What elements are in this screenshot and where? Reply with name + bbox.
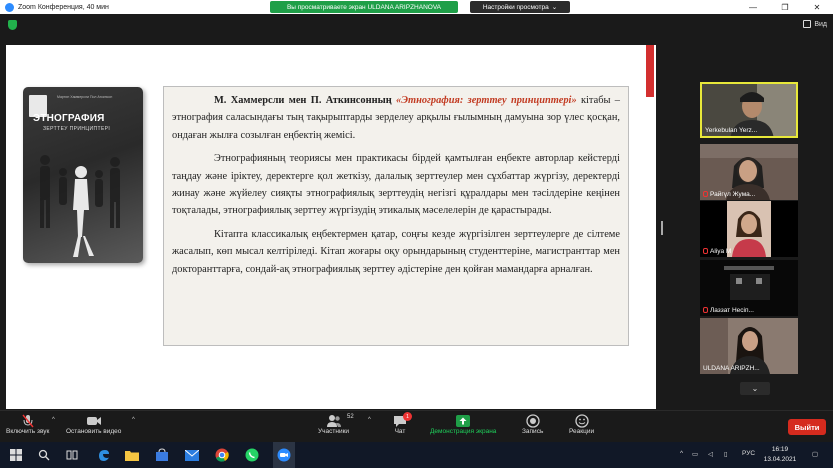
reactions-label: Реакции xyxy=(569,428,595,435)
chat-unread-badge: 1 xyxy=(403,412,412,421)
task-view-icon[interactable] xyxy=(64,447,80,463)
screen-share-banner: Вы просматриваете экран ULDANA ARIPZHANOVA xyxy=(270,1,458,13)
gallery-scroll-down-button[interactable] xyxy=(740,382,770,395)
whatsapp-icon[interactable] xyxy=(244,447,260,463)
participant-name: Лаззат Несіп... xyxy=(710,307,754,314)
stop-video-label: Остановить видео xyxy=(66,428,122,435)
meeting-toolbar xyxy=(0,410,833,442)
participant-tile[interactable] xyxy=(700,318,798,374)
record-button[interactable] xyxy=(522,414,543,435)
view-button-label: Вид xyxy=(814,20,827,28)
file-explorer-icon[interactable] xyxy=(124,447,140,463)
view-options-button[interactable] xyxy=(470,1,570,13)
share-screen-button[interactable] xyxy=(430,414,496,435)
meeting-top-strip xyxy=(0,14,833,36)
share-screen-icon xyxy=(456,414,470,428)
unmute-button[interactable] xyxy=(6,414,49,435)
participant-name: Aliya M xyxy=(710,248,732,255)
microphone-muted-icon xyxy=(21,414,35,428)
store-icon[interactable] xyxy=(154,447,170,463)
participant-tile[interactable] xyxy=(700,82,798,138)
muted-mic-icon xyxy=(703,248,708,254)
clock[interactable] xyxy=(760,445,800,465)
battery-icon[interactable]: ▯ xyxy=(724,451,728,458)
participants-label: Участники xyxy=(318,428,350,435)
title-bar xyxy=(0,0,833,14)
muted-mic-icon xyxy=(703,307,708,313)
edge-browser-icon[interactable] xyxy=(96,447,112,463)
security-shield-icon[interactable] xyxy=(8,20,17,30)
chevron-down-icon: ⌄ xyxy=(751,384,759,393)
book-title: ЭТНОГРАФИЯ xyxy=(33,113,105,124)
chat-label: Чат xyxy=(394,428,406,435)
window-title: Zoom Конференция, 40 мин xyxy=(18,3,109,11)
close-button[interactable]: ✕ xyxy=(813,2,821,12)
slide-red-accent xyxy=(646,45,654,97)
book-title-quote: «Этнография: зерттеу принциптері» xyxy=(396,95,577,106)
grid-view-icon xyxy=(803,20,811,28)
book-authors: Мартин Хаммерсли Пол Аткинсон xyxy=(57,95,113,99)
volume-icon[interactable]: ◁ xyxy=(708,451,713,458)
participants-options-caret[interactable]: ^ xyxy=(368,417,371,423)
participants-count: 52 xyxy=(347,414,354,420)
participant-name-muted xyxy=(703,248,731,255)
chrome-icon[interactable] xyxy=(214,447,230,463)
clock-time: 16:19 xyxy=(771,446,789,453)
window-controls xyxy=(737,0,833,14)
mail-icon[interactable] xyxy=(184,447,200,463)
muted-mic-icon xyxy=(703,191,708,197)
paragraph-3: Кітапта классикалық еңбектермен қатар, соңғы кезде жүргізілген зерттеулерге де сілтеме жасалып, көп мысал келтіріледі. Кітап жоғары оқу орындарының студенттеріне, магистранттар мен докторанттарға, сондай-ақ этнографиялық зерттеу әдістеріне ден қойған мамандарға арналған. xyxy=(172,228,620,275)
zoom-logo-icon xyxy=(5,3,14,12)
search-icon[interactable] xyxy=(36,447,52,463)
windows-start-icon[interactable] xyxy=(8,447,24,463)
smiley-icon xyxy=(575,414,589,428)
leave-meeting-button[interactable]: Выйти xyxy=(788,419,826,435)
paragraph-1-rest: кітабы – этнография саласындағы тың тақырыптарды зерделеу арқылы ғылымның дамуына зор үлес қосқан, ондаған жылға созылған еңбектің жемісі. xyxy=(172,95,620,141)
unmute-label: Включить звук xyxy=(6,428,50,435)
participant-name-muted xyxy=(703,191,755,198)
participant-name: Yerkebulan Yerz... xyxy=(705,127,758,134)
participant-tile[interactable] xyxy=(700,144,798,200)
view-button[interactable] xyxy=(803,20,827,28)
windows-taskbar xyxy=(0,442,833,468)
video-options-caret[interactable]: ^ xyxy=(132,417,135,423)
tray-chevron-icon[interactable]: ^ xyxy=(680,450,684,457)
walking-figures-illustration xyxy=(23,142,143,263)
paragraph-2: Этнографияның теориясы мен практикасы бірдей қамтылған еңбекте авторлар кейстерді таңдау және іріктеу, деректерге қол жеткізу, далалық зерттеулер мен сұхбаттар жүргізу, деректерді жинау және жүйелеу сияқты этнографиялық зерттеудің негізгі құралдары мен тәсілдеріне кеңінен тоқталады, этнографиялық зерттеу жүргізудің этикалық мәселелерін де қарастырады. xyxy=(172,153,620,217)
panel-resize-handle[interactable] xyxy=(661,221,663,235)
video-camera-icon xyxy=(86,414,102,428)
participant-tile[interactable] xyxy=(700,201,798,257)
participant-name: Райгүл Жума... xyxy=(710,191,756,198)
participant-name-muted xyxy=(703,307,754,314)
input-language[interactable]: РУС xyxy=(742,450,756,457)
participant-tile[interactable] xyxy=(700,260,798,316)
clock-date: 13.04.2021 xyxy=(763,456,797,463)
book-cover xyxy=(23,87,143,263)
notifications-icon[interactable]: ▢ xyxy=(812,451,819,458)
book-subtitle: ЗЕРТТЕУ ПРИНЦИПТЕРІ xyxy=(43,126,111,132)
minimize-button[interactable]: — xyxy=(749,2,757,12)
participants-button[interactable] xyxy=(318,414,349,435)
slide-text-box xyxy=(163,86,629,346)
restore-button[interactable]: ❐ xyxy=(781,2,789,12)
chevron-down-icon: ⌄ xyxy=(551,4,558,11)
participants-icon xyxy=(326,414,342,428)
paragraph-1 xyxy=(172,92,620,144)
record-icon xyxy=(526,414,540,428)
participant-name: ULDANA ARIPZH... xyxy=(703,365,760,372)
stop-video-button[interactable] xyxy=(66,414,121,435)
zoom-taskbar-icon[interactable] xyxy=(276,447,292,463)
record-label: Запись xyxy=(522,428,544,435)
network-icon[interactable]: ▭ xyxy=(692,451,699,458)
share-screen-label: Демонстрация экрана xyxy=(430,428,497,435)
reactions-button[interactable] xyxy=(569,414,594,435)
audio-options-caret[interactable]: ^ xyxy=(52,417,55,423)
view-options-label: Настройки просмотра xyxy=(482,3,549,11)
author-names: М. Хаммерсли мен П. Аткинсонның xyxy=(214,95,392,106)
